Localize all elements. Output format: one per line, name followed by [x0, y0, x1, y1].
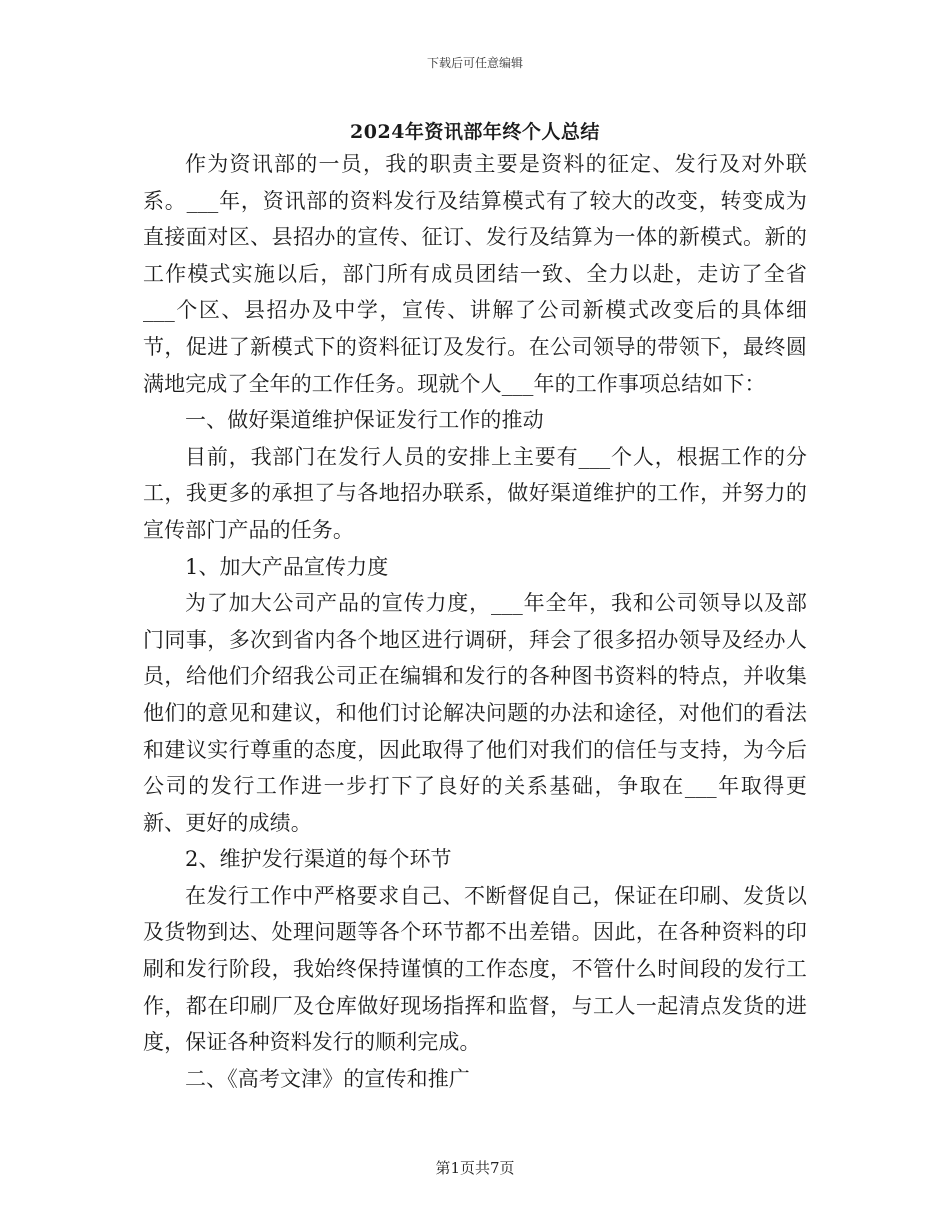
- document-title: 2024年资讯部年终个人总结: [350, 121, 600, 143]
- paragraph-intro: 作为资讯部的一员，我的职责主要是资料的征定、发行及对外联系。___年，资讯部的资料发行及结算模式有了较大的改变，转变成为直接面对区、县招办的宣传、征订、发行及结算为一体的新模式。新的工作模式实施以后，部门所有成员团结一致、全力以赴，走访了全省___个区、县招办及中学，宣传、讲解了公司新模式改变后的具体细节，促进了新模式下的资料征订及发行。在公司领导的带领下，最终圆满地完成了全年的工作任务。现就个人___年的工作事项总结如下：: [143, 152, 807, 396]
- document-body: [143, 146, 807, 1097]
- subsection-heading-1: 1、加大产品宣传力度: [185, 554, 389, 579]
- section-heading-1: 一、做好渠道维护保证发行工作的推动: [185, 408, 544, 433]
- page-footer: 第1页共7页: [435, 1159, 515, 1177]
- header-note: 下载后可任意编辑: [426, 56, 523, 70]
- section-heading-2: 二、《高考文津》的宣传和推广: [185, 1066, 470, 1091]
- paragraph-3: 在发行工作中严格要求自己、不断督促自己，保证在印刷、发货以及货物到达、处理问题等各个环节都不出差错。因此，在各种资料的印刷和发行阶段，我始终保持谨慎的工作态度，不管什么时间段的发行工作，都在印刷厂及仓库做好现场指挥和监督，与工人一起清点发货的进度，保证各种资料发行的顺利完成。: [143, 883, 807, 1055]
- paragraph-1: 目前，我部门在发行人员的安排上主要有___个人，根据工作的分工，我更多的承担了与各地招办联系，做好渠道维护的工作，并努力的宣传部门产品的任务。: [143, 444, 807, 542]
- subsection-heading-2: 2、维护发行渠道的每个环节: [185, 847, 452, 872]
- paragraph-2: 为了加大公司产品的宣传力度，___年全年，我和公司领导以及部门同事，多次到省内各个地区进行调研，拜会了很多招办领导及经办人员，给他们介绍我公司正在编辑和发行的各种图书资料的特点，并收集他们的意见和建议，和他们讨论解决问题的办法和途径，对他们的看法和建议实行尊重的态度，因此取得了他们对我们的信任与支持，为今后公司的发行工作进一步打下了良好的关系基础，争取在___年取得更新、更好的成绩。: [143, 591, 807, 835]
